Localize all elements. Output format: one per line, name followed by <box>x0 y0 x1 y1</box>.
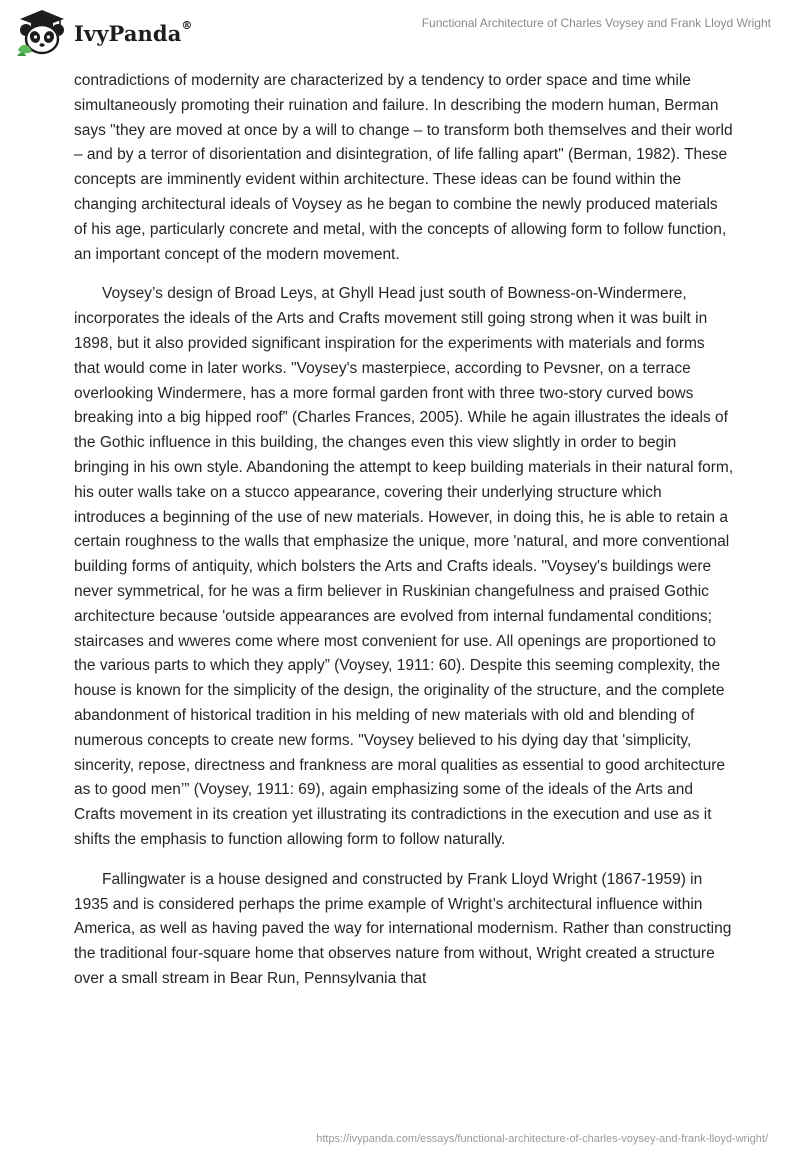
registered-mark: ® <box>181 18 193 32</box>
paragraph: Voysey’s design of Broad Leys, at Ghyll Head just south of Bowness-on-Windermere, incorporates the ideals of the Arts and Crafts movement still going strong when it was built in 1898, but it also provided significant inspiration for the experiments with materials and forms that would come in later works. "Voysey's masterpiece, according to Pevsner, on a terrace overlooking Windermere, has a more formal garden front with three two-story curved bows breaking into a big hipped roof” (Charles Frances, 2005). While he again illustrates the ideals of the Gothic influence in this building, the changes even this view slightly in order to begin bringing in his own style. Abandoning the attempt to keep building materials in their natural form, his outer walls take on a stucco appearance, covering their underlying structure which introduces a beginning of the use of new materials. However, in doing this, he is able to retain a certain roughness to the walls that emphasize the unique, more 'natural, and more conventional building forms of antiquity, which bolsters the Arts and Crafts ideals. "Voysey's buildings were never symmetrical, for he was a firm believer in Ruskinian changefulness and praised Gothic architecture because 'outside appearances are evolved from internal fundamental conditions; staircases and wweres come where most convenient for use. All openings are proportioned to the various parts to which they apply” (Voysey, 1911: 60). Despite this seeming complexity, the house is known for the simplicity of the design, the originality of the structure, and the complete abandonment of historical tradition in his melding of new materials with old and blending of numerous concepts to create new forms. "Voysey believed to his dying day that 'simplicity, sincerity, repose, directness and frankness are moral qualities as essential to good architecture as to good men’” (Voysey, 1911: 69), again emphasizing some of the ideals of the Arts and Crafts movement in its creation yet illustrating its contradictions in the execution and use as it shifts the emphasis to function allowing form to follow naturally. <box>74 285 734 848</box>
document-title: Functional Architecture of Charles Voysey and Frank Lloyd Wright <box>421 16 771 30</box>
logo-text: IvyPanda <box>74 20 182 46</box>
source-url[interactable]: https://ivypanda.com/essays/functional-architecture-of-charles-voysey-and-frank-lloyd-wright/ <box>316 1133 768 1145</box>
paragraph: Fallingwater is a house designed and constructed by Frank Lloyd Wright (1867-1959) in 1935 and is considered perhaps the prime example of Wright’s architectural influence within America, as well as having paved the way for international modernism. Rather than constructing the traditional four-square home that observes nature from without, Wright created a structure over a small stream in Bear Run, Pennsylvania that <box>74 870 732 987</box>
paragraph: contradictions of modernity are characterized by a tendency to order space and time while simultaneously promoting their ruination and failure. In describing the modern human, Berman says "they are moved at once by a will to change – to transform both themselves and their world – and by a terror of disorientation and disintegration, of life falling apart" (Berman, 1982). These concepts are imminently evident within architecture. These ideas can be found within the changing architectural ideals of Voysey as he began to combine the newly produced materials of his age, particularly concrete and metal, with the concepts of allowing form to follow function, an important concept of the modern movement. <box>74 72 733 263</box>
logo-wordmark <box>74 18 193 46</box>
panda-graduate-icon <box>14 6 70 58</box>
page-header <box>0 0 800 64</box>
ivypanda-logo[interactable] <box>14 6 193 58</box>
essay-body <box>74 69 734 1007</box>
